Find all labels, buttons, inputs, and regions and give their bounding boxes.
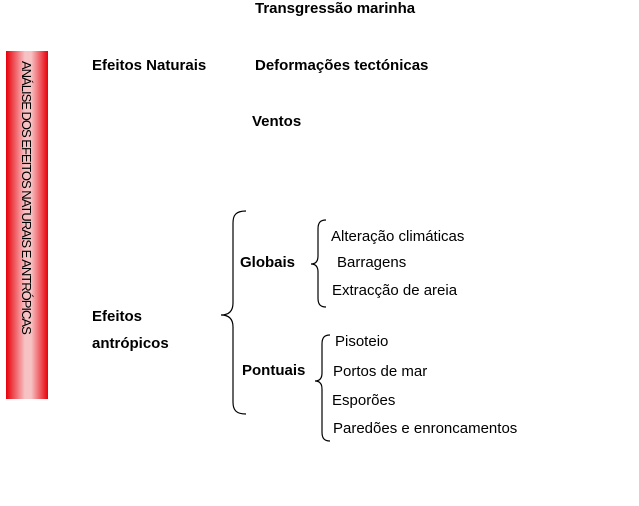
main-brace (221, 211, 246, 414)
local-item-seaports: Portos de mar (333, 363, 428, 380)
local-item-groynes: Esporões (332, 392, 396, 409)
global-item-sand-extraction: Extracção de areia (332, 282, 458, 299)
local-item-seawalls: Paredões e enroncamentos (333, 420, 518, 437)
banner-title: ANÁLISE DOS EFEITOS NATURAIS E ANTRÓPICAS (19, 61, 34, 334)
natural-item-tectonic: Deformações tectónicas (255, 57, 429, 74)
global-item-climate: Alteração climáticas (331, 228, 465, 245)
anthropic-effects-label-line1: Efeitos (92, 308, 143, 325)
local-label: Pontuais (242, 362, 306, 379)
anthropic-effects-label-line2: antrópicos (92, 335, 169, 352)
global-item-dams: Barragens (337, 254, 407, 271)
global-label: Globais (240, 254, 296, 271)
global-brace (311, 220, 326, 307)
natural-item-transgression: Transgressão marinha (255, 0, 416, 17)
natural-item-winds: Ventos (252, 113, 302, 130)
local-item-trampling: Pisoteio (335, 333, 389, 350)
local-brace (315, 335, 330, 441)
natural-effects-label: Efeitos Naturais (92, 57, 207, 74)
side-banner (6, 51, 48, 399)
